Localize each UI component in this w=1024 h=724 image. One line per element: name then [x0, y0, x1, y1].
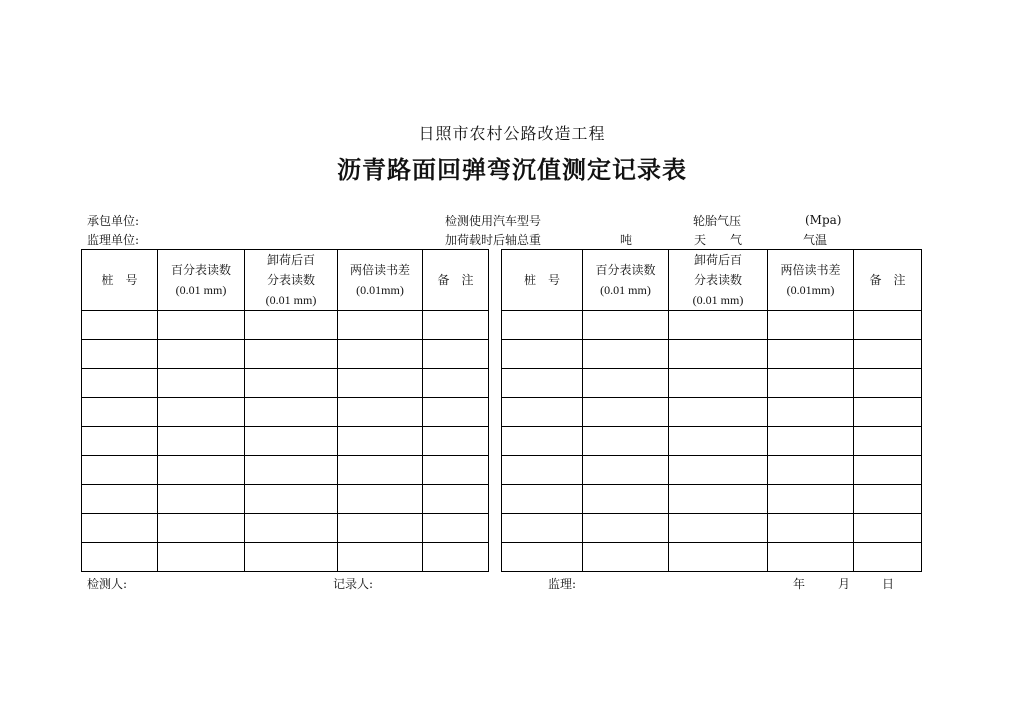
data-cell-remarks[interactable]	[423, 456, 489, 485]
record-table-left	[81, 249, 489, 572]
data-cell-pile-number[interactable]	[502, 514, 583, 543]
header-unit: (0.01 mm)	[600, 283, 651, 297]
header-label-line: 分表读数	[693, 273, 742, 287]
data-cell-pile-number[interactable]	[82, 398, 158, 427]
data-cell-remarks[interactable]	[423, 514, 489, 543]
data-cell-pile-number[interactable]	[82, 311, 158, 340]
data-cell-pile-number[interactable]	[502, 398, 583, 427]
data-cell-unloaded-dial-reading[interactable]	[245, 543, 338, 572]
data-cell-remarks[interactable]	[423, 427, 489, 456]
data-cell-pile-number[interactable]	[502, 311, 583, 340]
table-row	[502, 485, 922, 514]
table-row	[82, 340, 489, 369]
table-row	[502, 514, 922, 543]
table-row	[82, 398, 489, 427]
data-cell-dial-reading[interactable]	[158, 340, 245, 369]
data-cell-remarks[interactable]	[854, 485, 922, 514]
header-label-line: 卸荷后百	[266, 253, 315, 267]
data-cell-unloaded-dial-reading[interactable]	[669, 398, 768, 427]
data-cell-pile-number[interactable]	[502, 427, 583, 456]
header-label-line: 两倍读书差	[780, 263, 841, 277]
data-cell-double-reading-diff[interactable]	[338, 369, 423, 398]
air-temp-label: 气温	[803, 233, 828, 247]
table-row	[82, 369, 489, 398]
header-row	[502, 250, 922, 311]
data-cell-pile-number[interactable]	[502, 369, 583, 398]
header-label-line: 分表读数	[266, 273, 315, 287]
data-cell-unloaded-dial-reading[interactable]	[669, 456, 768, 485]
data-cell-pile-number[interactable]	[82, 340, 158, 369]
data-cell-unloaded-dial-reading[interactable]	[669, 543, 768, 572]
table-row	[82, 514, 489, 543]
data-cell-double-reading-diff[interactable]	[338, 514, 423, 543]
data-cell-pile-number[interactable]	[502, 456, 583, 485]
data-cell-remarks[interactable]	[854, 398, 922, 427]
data-cell-remarks[interactable]	[423, 398, 489, 427]
data-cell-double-reading-diff[interactable]	[338, 427, 423, 456]
data-cell-unloaded-dial-reading[interactable]	[245, 427, 338, 456]
data-cell-unloaded-dial-reading[interactable]	[245, 514, 338, 543]
table-row	[502, 456, 922, 485]
table-row	[502, 311, 922, 340]
data-cell-remarks[interactable]	[854, 340, 922, 369]
table-row	[82, 427, 489, 456]
table-row	[502, 543, 922, 572]
table-row	[502, 340, 922, 369]
axle-load-label: 加荷载时后轴总重	[445, 233, 542, 247]
data-cell-dial-reading[interactable]	[583, 398, 669, 427]
table-row	[82, 485, 489, 514]
data-cell-remarks[interactable]	[854, 427, 922, 456]
data-cell-double-reading-diff[interactable]	[768, 311, 854, 340]
supervisor-unit-label: 监理单位:	[87, 233, 140, 247]
tire-pressure-unit: (Mpa)	[805, 213, 842, 227]
data-cell-remarks[interactable]	[854, 369, 922, 398]
data-cell-dial-reading[interactable]	[583, 369, 669, 398]
data-cell-double-reading-diff[interactable]	[768, 514, 854, 543]
header-remarks	[854, 250, 922, 311]
header-label-line: 桩 号	[523, 273, 560, 287]
header-label-line: 两倍读书差	[349, 263, 410, 277]
tire-pressure-label: 轮胎气压	[693, 214, 742, 228]
data-cell-pile-number[interactable]	[82, 369, 158, 398]
header-label-line: 桩 号	[101, 273, 138, 287]
header-unloaded-dial-reading	[669, 250, 768, 311]
data-cell-dial-reading[interactable]	[158, 543, 245, 572]
data-cell-double-reading-diff[interactable]	[338, 340, 423, 369]
data-cell-double-reading-diff[interactable]	[768, 369, 854, 398]
data-cell-double-reading-diff[interactable]	[768, 543, 854, 572]
header-double-reading-diff	[338, 250, 423, 311]
data-cell-double-reading-diff[interactable]	[768, 427, 854, 456]
table-row	[82, 456, 489, 485]
header-dial-reading	[158, 250, 245, 311]
data-cell-dial-reading[interactable]	[158, 485, 245, 514]
data-cell-double-reading-diff[interactable]	[768, 398, 854, 427]
data-cell-dial-reading[interactable]	[583, 456, 669, 485]
data-cell-remarks[interactable]	[423, 311, 489, 340]
data-cell-unloaded-dial-reading[interactable]	[245, 485, 338, 514]
data-cell-unloaded-dial-reading[interactable]	[245, 340, 338, 369]
header-pile-number	[502, 250, 583, 311]
header-dial-reading	[583, 250, 669, 311]
table-row	[502, 427, 922, 456]
data-cell-double-reading-diff[interactable]	[338, 543, 423, 572]
record-table-right	[501, 249, 922, 572]
data-cell-remarks[interactable]	[423, 485, 489, 514]
project-subtitle: 日照市农村公路改造工程	[418, 124, 606, 143]
data-cell-unloaded-dial-reading[interactable]	[245, 369, 338, 398]
data-cell-remarks[interactable]	[423, 340, 489, 369]
header-pile-number	[82, 250, 158, 311]
axle-load-unit: 吨	[620, 233, 633, 247]
recorder-label: 记录人:	[333, 577, 374, 591]
data-cell-dial-reading[interactable]	[583, 340, 669, 369]
data-cell-pile-number[interactable]	[82, 543, 158, 572]
data-cell-pile-number[interactable]	[502, 340, 583, 369]
header-remarks	[423, 250, 489, 311]
data-cell-pile-number[interactable]	[82, 456, 158, 485]
data-cell-double-reading-diff[interactable]	[338, 485, 423, 514]
data-cell-double-reading-diff[interactable]	[338, 398, 423, 427]
data-cell-dial-reading[interactable]	[158, 369, 245, 398]
header-label-line: 备 注	[437, 273, 474, 287]
data-cell-unloaded-dial-reading[interactable]	[669, 369, 768, 398]
data-cell-remarks[interactable]	[854, 311, 922, 340]
data-cell-pile-number[interactable]	[82, 427, 158, 456]
data-cell-remarks[interactable]	[423, 369, 489, 398]
data-cell-unloaded-dial-reading[interactable]	[669, 485, 768, 514]
supervisor-signature-label: 监理:	[548, 577, 577, 591]
header-label-line: 百分表读数	[595, 263, 656, 277]
data-cell-remarks[interactable]	[854, 456, 922, 485]
data-cell-unloaded-dial-reading[interactable]	[669, 340, 768, 369]
data-cell-unloaded-dial-reading[interactable]	[245, 311, 338, 340]
data-cell-double-reading-diff[interactable]	[768, 340, 854, 369]
data-cell-double-reading-diff[interactable]	[338, 456, 423, 485]
table-row	[82, 543, 489, 572]
data-cell-dial-reading[interactable]	[158, 311, 245, 340]
data-cell-dial-reading[interactable]	[583, 514, 669, 543]
data-cell-dial-reading[interactable]	[158, 398, 245, 427]
data-cell-dial-reading[interactable]	[583, 311, 669, 340]
data-cell-dial-reading[interactable]	[158, 427, 245, 456]
header-unit: (0.01 mm)	[692, 293, 744, 307]
date-month-label: 月	[838, 577, 851, 591]
vehicle-model-label: 检测使用汽车型号	[445, 214, 542, 228]
header-label-line: 百分表读数	[170, 263, 231, 277]
data-cell-dial-reading[interactable]	[583, 485, 669, 514]
data-cell-unloaded-dial-reading[interactable]	[245, 398, 338, 427]
table-row	[82, 311, 489, 340]
data-cell-remarks[interactable]	[854, 514, 922, 543]
date-year-label: 年	[793, 577, 806, 591]
table-row	[502, 398, 922, 427]
header-unit: (0.01 mm)	[175, 283, 227, 297]
data-cell-unloaded-dial-reading[interactable]	[669, 427, 768, 456]
header-unit: (0.01 mm)	[265, 293, 317, 307]
data-cell-remarks[interactable]	[854, 543, 922, 572]
data-cell-double-reading-diff[interactable]	[338, 311, 423, 340]
data-cell-unloaded-dial-reading[interactable]	[245, 456, 338, 485]
header-unit: (0.01mm)	[786, 283, 835, 297]
form-title: 沥青路面回弹弯沉值测定记录表	[337, 155, 687, 184]
data-cell-pile-number[interactable]	[82, 485, 158, 514]
header-unit: (0.01mm)	[356, 283, 404, 297]
data-cell-pile-number[interactable]	[502, 543, 583, 572]
header-label-line: 卸荷后百	[693, 253, 742, 267]
data-cell-unloaded-dial-reading[interactable]	[669, 514, 768, 543]
weather-label: 天 气	[694, 233, 743, 247]
data-cell-dial-reading[interactable]	[158, 514, 245, 543]
contractor-label: 承包单位:	[87, 214, 140, 228]
data-cell-pile-number[interactable]	[82, 514, 158, 543]
data-cell-unloaded-dial-reading[interactable]	[669, 311, 768, 340]
data-cell-remarks[interactable]	[423, 543, 489, 572]
data-cell-double-reading-diff[interactable]	[768, 485, 854, 514]
header-double-reading-diff	[768, 250, 854, 311]
inspector-label: 检测人:	[87, 577, 128, 591]
data-cell-dial-reading[interactable]	[583, 427, 669, 456]
data-cell-double-reading-diff[interactable]	[768, 456, 854, 485]
data-cell-dial-reading[interactable]	[583, 543, 669, 572]
data-cell-dial-reading[interactable]	[158, 456, 245, 485]
date-day-label: 日	[882, 577, 895, 591]
record-table	[81, 249, 921, 572]
header-unloaded-dial-reading	[245, 250, 338, 311]
header-label-line: 备 注	[869, 273, 906, 287]
header-row	[82, 250, 489, 311]
table-row	[502, 369, 922, 398]
data-cell-pile-number[interactable]	[502, 485, 583, 514]
